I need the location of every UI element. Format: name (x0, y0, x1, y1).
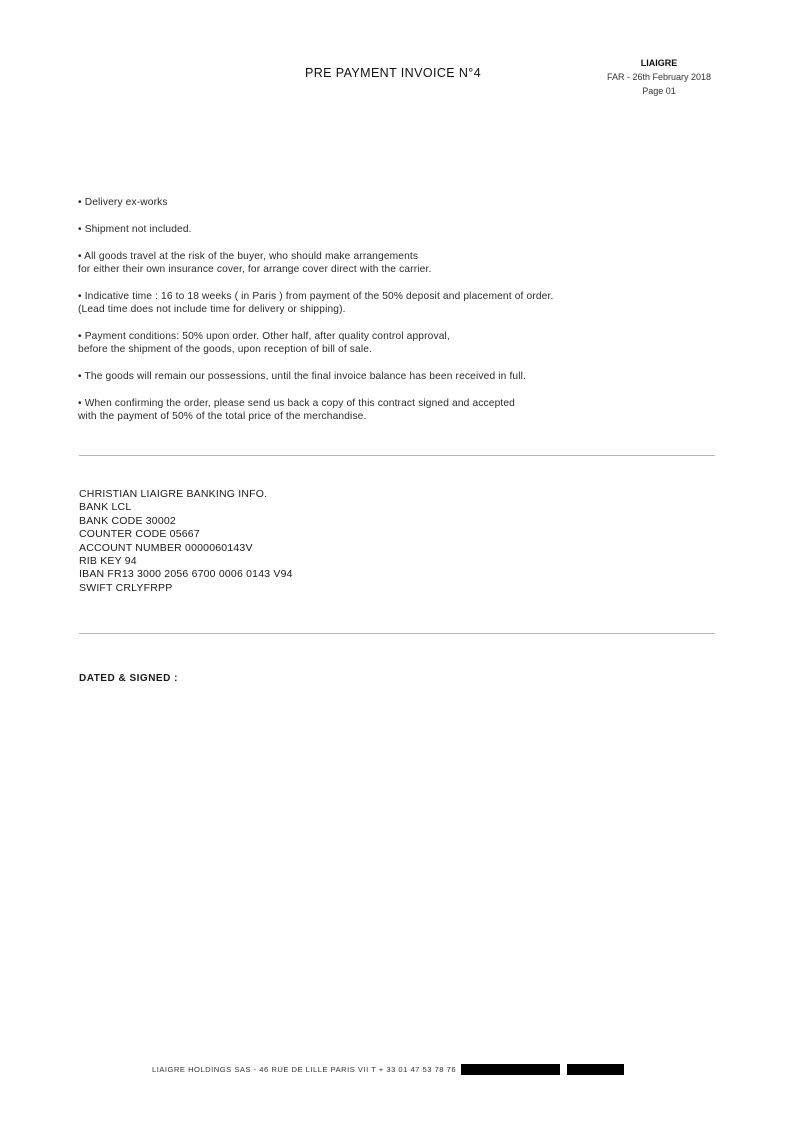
dated-signed-label: DATED & SIGNED : (79, 673, 178, 684)
swift-code: SWIFT CRLYFRPP (79, 581, 173, 594)
invoice-title: PRE PAYMENT INVOICE N°4 (305, 66, 482, 80)
conditions-list (78, 196, 718, 437)
condition-line: with the payment of 50% of the total price of the merchandise. (78, 411, 367, 422)
brand-name: LIAIGRE (640, 58, 678, 68)
condition-line: for either their own insurance cover, for arrange cover direct with the carrier. (78, 264, 432, 275)
condition-line: before the shipment of the goods, upon reception of bill of sale. (78, 344, 373, 355)
condition-item (78, 250, 718, 276)
condition-line: (Lead time does not include time for delivery or shipping). (78, 304, 346, 315)
header-meta (590, 56, 728, 98)
condition-line: • Payment conditions: 50% upon order. Other half, after quality control approval, (78, 331, 450, 342)
condition-item (78, 290, 718, 316)
counter-code: COUNTER CODE 05667 (79, 528, 200, 541)
banking-info (79, 488, 293, 595)
section-divider (79, 455, 715, 456)
rib-key: RIB KEY 94 (79, 555, 137, 568)
condition-item (78, 196, 718, 209)
condition-line: • The goods will remain our possessions, until the final invoice balance has been received in full. (78, 371, 527, 382)
footer-address: LIAIGRE HOLDINGS SAS - 46 RUE DE LILLE PARIS VII T + 33 01 47 53 78 76 (152, 1064, 457, 1074)
page-number: Page 01 (642, 86, 676, 96)
bank-name: BANK LCL (79, 501, 132, 514)
account-number: ACCOUNT NUMBER 0000060143V (79, 541, 253, 554)
iban: IBAN FR13 3000 2056 6700 0006 0143 V94 (79, 568, 293, 581)
condition-line: • Shipment not included. (78, 224, 192, 235)
condition-line: • Delivery ex-works (78, 197, 168, 208)
page-footer (152, 1062, 624, 1076)
redaction-block (461, 1064, 560, 1075)
condition-line: • When confirming the order, please send us back a copy of this contract signed and accepted (78, 398, 515, 409)
invoice-reference: FAR - 26th February 2018 (606, 72, 712, 82)
condition-line: • Indicative time : 16 to 18 weeks ( in Paris ) from payment of the 50% deposit and placement of order. (78, 291, 554, 302)
condition-item (78, 223, 718, 236)
banking-heading: CHRISTIAN LIAIGRE BANKING INFO. (79, 488, 268, 500)
condition-item (78, 370, 718, 383)
redaction-block (567, 1064, 624, 1075)
bank-code: BANK CODE 30002 (79, 514, 176, 527)
condition-item (78, 330, 718, 356)
section-divider (79, 633, 715, 634)
condition-item (78, 397, 718, 423)
condition-line: • All goods travel at the risk of the buyer, who should make arrangements (78, 251, 419, 262)
